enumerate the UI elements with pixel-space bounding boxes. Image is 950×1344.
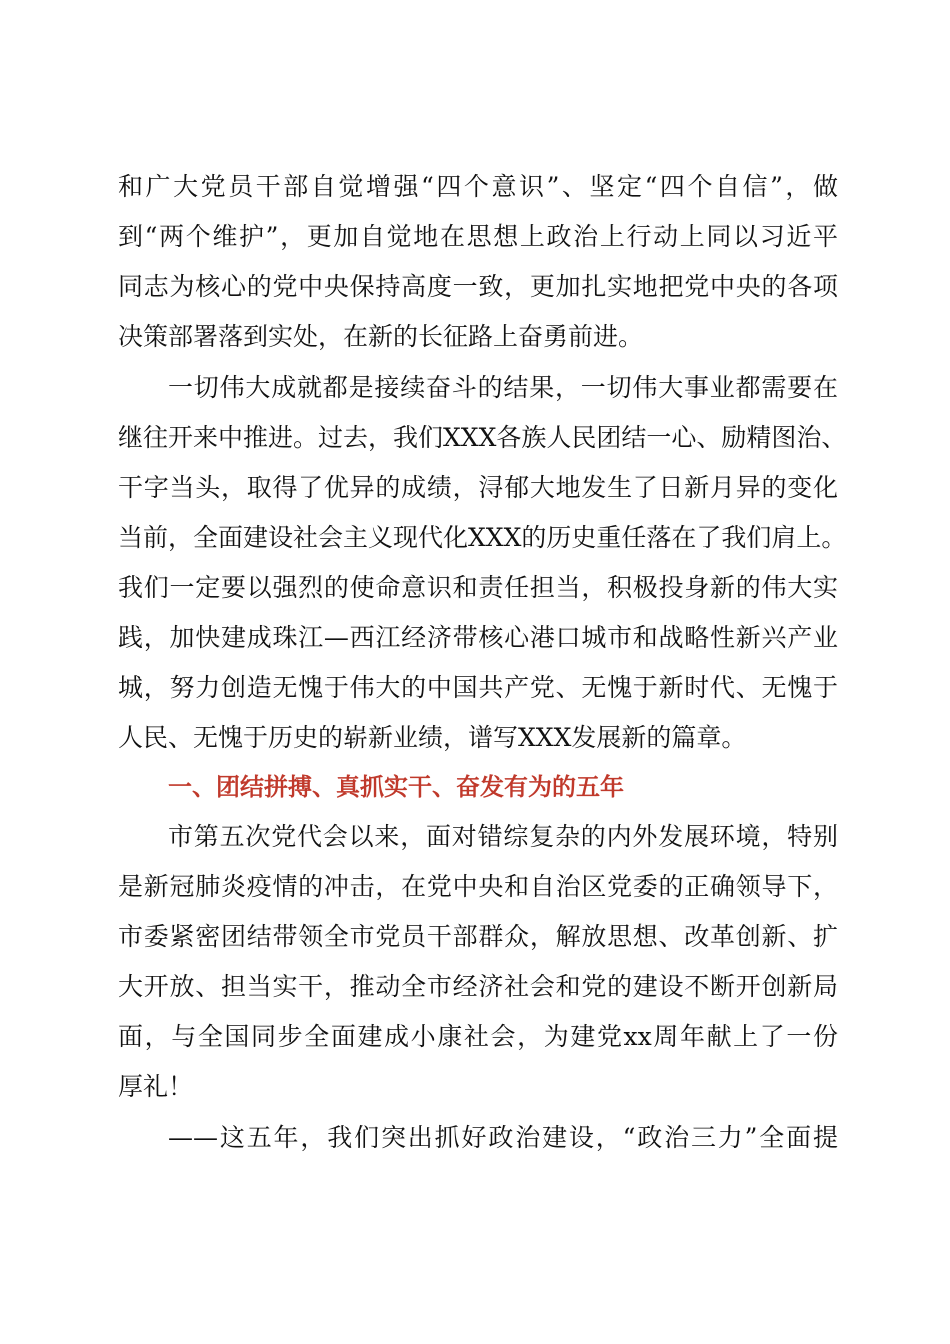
- paragraph-1-line-2: 到“两个维护”，更加自觉地在思想上政治上行动上同以习近平: [118, 222, 838, 251]
- paragraph-2-line-7: 城，努力创造无愧于伟大的中国共产党、无愧于新时代、无愧于: [118, 673, 838, 702]
- paragraph-1-line-3: 同志为核心的党中央保持高度一致，更加扎实地把党中央的各项: [118, 272, 838, 301]
- section-heading-1: 一、团结拼搏、真抓实干、奋发有为的五年: [168, 773, 624, 801]
- paragraph-4-line-1: ——这五年，我们突出抓好政治建设，“政治三力”全面提: [168, 1123, 838, 1152]
- paragraph-2-line-6: 践，加快建成珠江—西江经济带核心港口城市和战略性新兴产业: [118, 623, 838, 652]
- paragraph-2-line-3: 干字当头，取得了优异的成绩，浔郁大地发生了日新月异的变化: [118, 473, 838, 502]
- paragraph-3-line-3: 市委紧密团结带领全市党员干部群众，解放思想、改革创新、扩: [118, 922, 838, 951]
- paragraph-2-line-2: 继往开来中推进。过去，我们XXX各族人民团结一心、励精图治、: [118, 423, 847, 452]
- paragraph-3-line-6: 厚礼！: [118, 1072, 194, 1101]
- paragraph-3-line-4: 大开放、担当实干，推动全市经济社会和党的建设不断开创新局: [118, 972, 838, 1001]
- paragraph-2-line-4: 当前，全面建设社会主义现代化XXX的历史重任落在了我们肩上。: [118, 523, 847, 552]
- paragraph-3-line-5: 面，与全国同步全面建成小康社会，为建党xx周年献上了一份: [118, 1022, 838, 1051]
- paragraph-2-line-1: 一切伟大成就都是接续奋斗的结果，一切伟大事业都需要在: [168, 373, 838, 402]
- paragraph-2-line-8: 人民、无愧于历史的崭新业绩，谱写XXX发展新的篇章。: [118, 723, 747, 752]
- paragraph-3-line-1: 市第五次党代会以来，面对错综复杂的内外发展环境，特别: [168, 822, 838, 851]
- paragraph-2-line-5: 我们一定要以强烈的使命意识和责任担当，积极投身新的伟大实: [118, 573, 838, 602]
- paragraph-1-line-4: 决策部署落到实处，在新的长征路上奋勇前进。: [118, 322, 644, 351]
- paragraph-1-line-1: 和广大党员干部自觉增强“四个意识”、坚定“四个自信”，做: [118, 172, 838, 201]
- paragraph-3-line-2: 是新冠肺炎疫情的冲击，在党中央和自治区党委的正确领导下，: [118, 872, 838, 901]
